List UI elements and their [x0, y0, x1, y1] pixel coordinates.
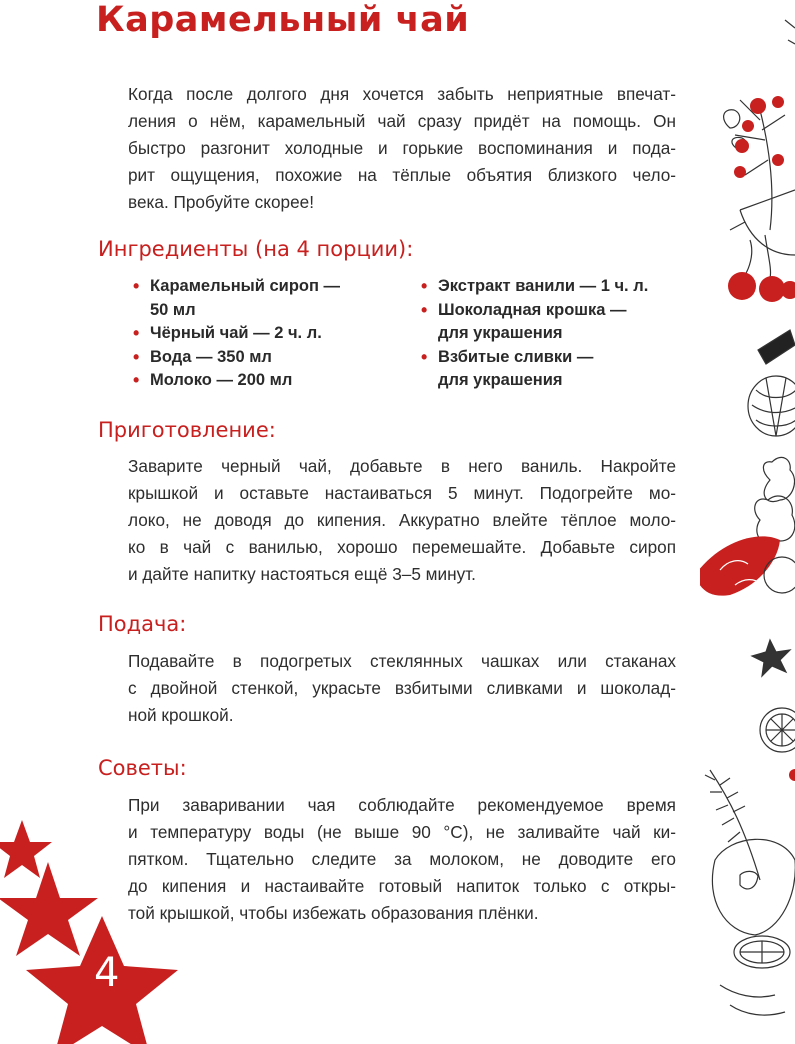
- tips-line: той крышкой, чтобы избежать образования плёнки.: [128, 903, 539, 923]
- page-number: 4: [94, 950, 120, 996]
- bullet-icon: •: [133, 370, 140, 390]
- star-icon: [0, 820, 52, 878]
- ingredient-item: • Карамельный сироп — 50 мл: [133, 276, 341, 319]
- preparation-heading: Приготовление:: [98, 418, 276, 442]
- ingredients-list-left: [130, 275, 400, 393]
- citrus-slice-icon: [760, 708, 795, 752]
- serving-paragraph: [128, 648, 676, 729]
- ingredient-item: • Взбитые сливки — для украшения: [421, 346, 594, 389]
- bullet-icon: •: [133, 346, 140, 367]
- apple-icon: [712, 839, 795, 935]
- ingredients-list-right: [418, 275, 708, 393]
- ingredient-item: • Экстракт ванили — 1 ч. л.: [418, 275, 708, 299]
- bullet-icon: •: [421, 346, 428, 367]
- preparation-line: крышкой и оставьте настаиваться 5 минут. Подогрейте мо-: [128, 483, 676, 503]
- star-anise-icon: [752, 640, 790, 676]
- intro-line: быстро разгонит холодные и горькие воспоминания и пода-: [128, 138, 676, 158]
- preparation-line: и дайте напитку настояться ещё 3–5 минут.: [128, 564, 476, 584]
- tips-line: и температуру воды (не выше 90 °С), не заливайте чай ки-: [128, 822, 676, 842]
- intro-line: ления о нём, карамельный чай сразу придёт на помощь. Он: [128, 111, 676, 131]
- preparation-paragraph: [128, 453, 676, 588]
- botanical-decoration: [700, 0, 795, 1044]
- recipe-title: Карамельный чай: [96, 0, 470, 40]
- intro-line: рит ощущения, похожие на тёплые объятия близкого чело-: [128, 165, 676, 185]
- tips-heading: Советы:: [98, 756, 187, 780]
- bullet-icon: •: [133, 276, 140, 296]
- serving-line: Подавайте в подогретых стеклянных чашках или стаканах: [128, 651, 676, 671]
- preparation-line: Заварите черный чай, добавьте в него ваниль. Накройте: [128, 456, 676, 476]
- bullet-icon: •: [421, 276, 428, 296]
- star-icon: [0, 862, 98, 956]
- tips-line: пятком. Тщательно следите за молоком, не доводите его: [128, 849, 676, 869]
- intro-line: Когда после долгого дня хочется забыть неприятные впечат-: [128, 84, 676, 104]
- pinecone-icon: [748, 376, 795, 436]
- ingredient-item: • Молоко — 200 мл: [130, 369, 400, 393]
- tips-paragraph: [128, 792, 676, 927]
- serving-line: ной крошкой.: [128, 705, 234, 725]
- chocolate-icon: [758, 330, 795, 364]
- bullet-icon: •: [133, 323, 140, 343]
- herbs-icon: [705, 770, 760, 880]
- stars-decoration: [0, 820, 180, 1044]
- serving-heading: Подача:: [98, 612, 187, 636]
- intro-paragraph: [128, 81, 676, 216]
- intro-line: века. Пробуйте скорее!: [128, 192, 314, 212]
- ingredient-item: • Вода — 350 мл: [130, 346, 400, 370]
- ingredient-item: • Чёрный чай — 2 ч. л.: [130, 322, 400, 346]
- serving-line: с двойной стенкой, украсьте взбитыми сливками и шоколад-: [128, 678, 676, 698]
- preparation-line: локо, не доводя до кипения. Аккуратно влейте тёплое моло-: [128, 510, 676, 530]
- ingredients-heading: Ингредиенты (на 4 порции):: [98, 237, 414, 261]
- bullet-icon: •: [421, 299, 428, 320]
- preparation-line: ко в чай с ванилью, хорошо перемешайте. Добавьте сироп: [128, 537, 676, 557]
- tips-line: При заваривании чая соблюдайте рекомендуемое время: [128, 795, 676, 815]
- ingredient-item: • Шоколадная крошка — для украшения: [421, 299, 627, 342]
- tips-line: до кипения и настаивайте готовый напиток только с откры-: [128, 876, 676, 896]
- cherries-icon: [745, 235, 771, 278]
